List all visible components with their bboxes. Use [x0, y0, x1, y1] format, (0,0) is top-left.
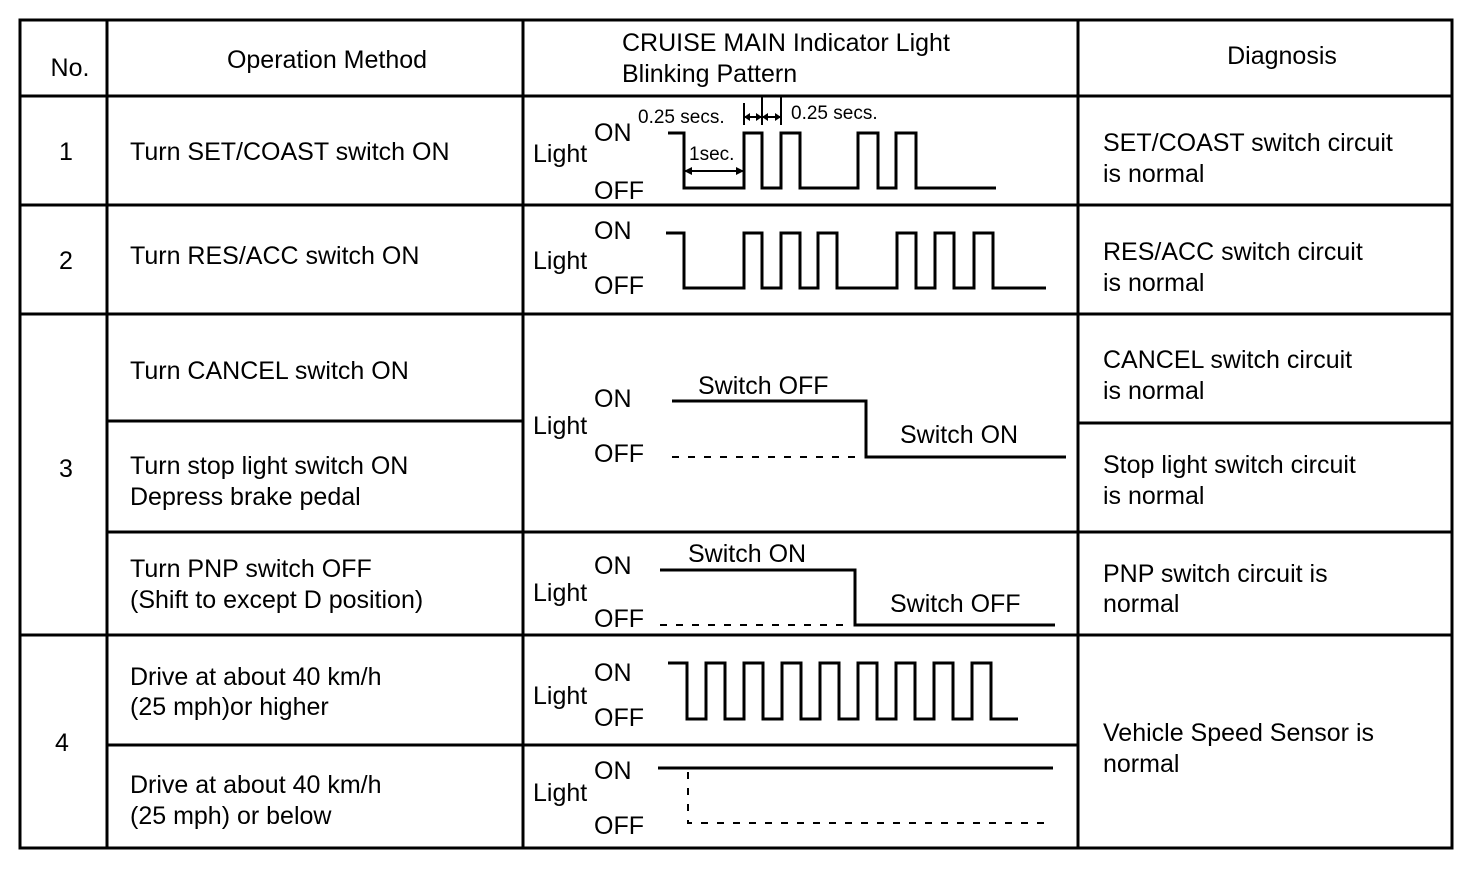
diagnosis-text: CANCEL switch circuit	[1103, 346, 1353, 374]
operation-method: Turn RES/ACC switch ON	[130, 242, 420, 270]
on-label: ON	[594, 757, 632, 785]
diagnosis-text: Vehicle Speed Sensor is	[1103, 719, 1375, 747]
light-label: Light	[533, 247, 588, 275]
blink-pattern-speed-low	[533, 757, 1053, 840]
diagnosis-text: normal	[1103, 750, 1180, 778]
table-row-2	[59, 217, 1363, 300]
table-row-1	[59, 97, 1393, 205]
switch-pattern-pnp	[533, 540, 1055, 633]
light-label: Light	[533, 779, 588, 807]
operation-method: Drive at about 40 km/h	[130, 663, 382, 691]
one-sec-label: 1sec.	[689, 144, 735, 165]
operation-method: (Shift to except D position)	[130, 586, 424, 614]
on-label: ON	[594, 385, 632, 413]
off-label: OFF	[594, 812, 644, 840]
row-number: 3	[59, 455, 73, 483]
header-no: No.	[50, 54, 90, 82]
signal-waveform	[668, 663, 1018, 719]
row-number: 2	[59, 247, 73, 275]
light-label: Light	[533, 412, 588, 440]
on-label: ON	[594, 659, 632, 687]
diagnosis-text: is normal	[1103, 269, 1205, 297]
diagnosis-text: RES/ACC switch circuit	[1103, 238, 1363, 266]
quarter-sec-label-right: 0.25 secs.	[791, 103, 878, 124]
operation-method: (25 mph)or higher	[130, 693, 329, 721]
row-number: 1	[59, 138, 73, 166]
light-label: Light	[533, 682, 588, 710]
operation-method: Turn PNP switch OFF	[130, 555, 372, 583]
header-method: Operation Method	[226, 46, 428, 74]
row-number: 4	[55, 729, 69, 757]
switch-on-label: Switch ON	[688, 540, 807, 568]
quarter-sec-label-left: 0.25 secs.	[638, 107, 725, 128]
off-reference-dashed	[688, 772, 1048, 823]
off-label: OFF	[594, 704, 644, 732]
switch-pattern-cancel-stop	[533, 372, 1066, 468]
off-label: OFF	[594, 605, 644, 633]
on-label: ON	[594, 119, 632, 147]
off-label: OFF	[594, 440, 644, 468]
diagnosis-text: PNP switch circuit is	[1103, 560, 1328, 588]
table-row-4	[55, 659, 1374, 840]
operation-method: Turn stop light switch ON	[130, 452, 409, 480]
diagnosis-text: Stop light switch circuit	[1103, 451, 1356, 479]
on-label: ON	[594, 552, 632, 580]
header-pattern-line2: Blinking Pattern	[622, 60, 798, 88]
operation-method: Turn SET/COAST switch ON	[130, 138, 450, 166]
blink-pattern-speed-high	[533, 659, 1018, 732]
diagnosis-text: normal	[1103, 590, 1180, 618]
off-label: OFF	[594, 177, 644, 205]
operation-method: (25 mph) or below	[130, 802, 332, 830]
table-row-3	[59, 346, 1356, 633]
diagnosis-text: is normal	[1103, 160, 1205, 188]
header-diagnosis: Diagnosis	[1227, 42, 1337, 70]
signal-waveform	[666, 233, 1046, 288]
operation-method: Drive at about 40 km/h	[130, 771, 382, 799]
switch-on-label: Switch ON	[900, 421, 1019, 449]
on-label: ON	[594, 217, 632, 245]
blink-pattern-2	[533, 217, 1046, 300]
light-label: Light	[533, 140, 588, 168]
blink-pattern-1	[533, 97, 996, 205]
light-label: Light	[533, 579, 588, 607]
diagnosis-text: is normal	[1103, 482, 1205, 510]
operation-method: Depress brake pedal	[130, 483, 361, 511]
switch-off-label: Switch OFF	[890, 590, 1021, 618]
diagnosis-text: SET/COAST switch circuit	[1103, 129, 1393, 157]
header-pattern-line1: CRUISE MAIN Indicator Light	[622, 29, 950, 57]
diagnosis-text: is normal	[1103, 377, 1205, 405]
switch-off-label: Switch OFF	[698, 372, 829, 400]
operation-method: Turn CANCEL switch ON	[130, 357, 409, 385]
off-label: OFF	[594, 272, 644, 300]
